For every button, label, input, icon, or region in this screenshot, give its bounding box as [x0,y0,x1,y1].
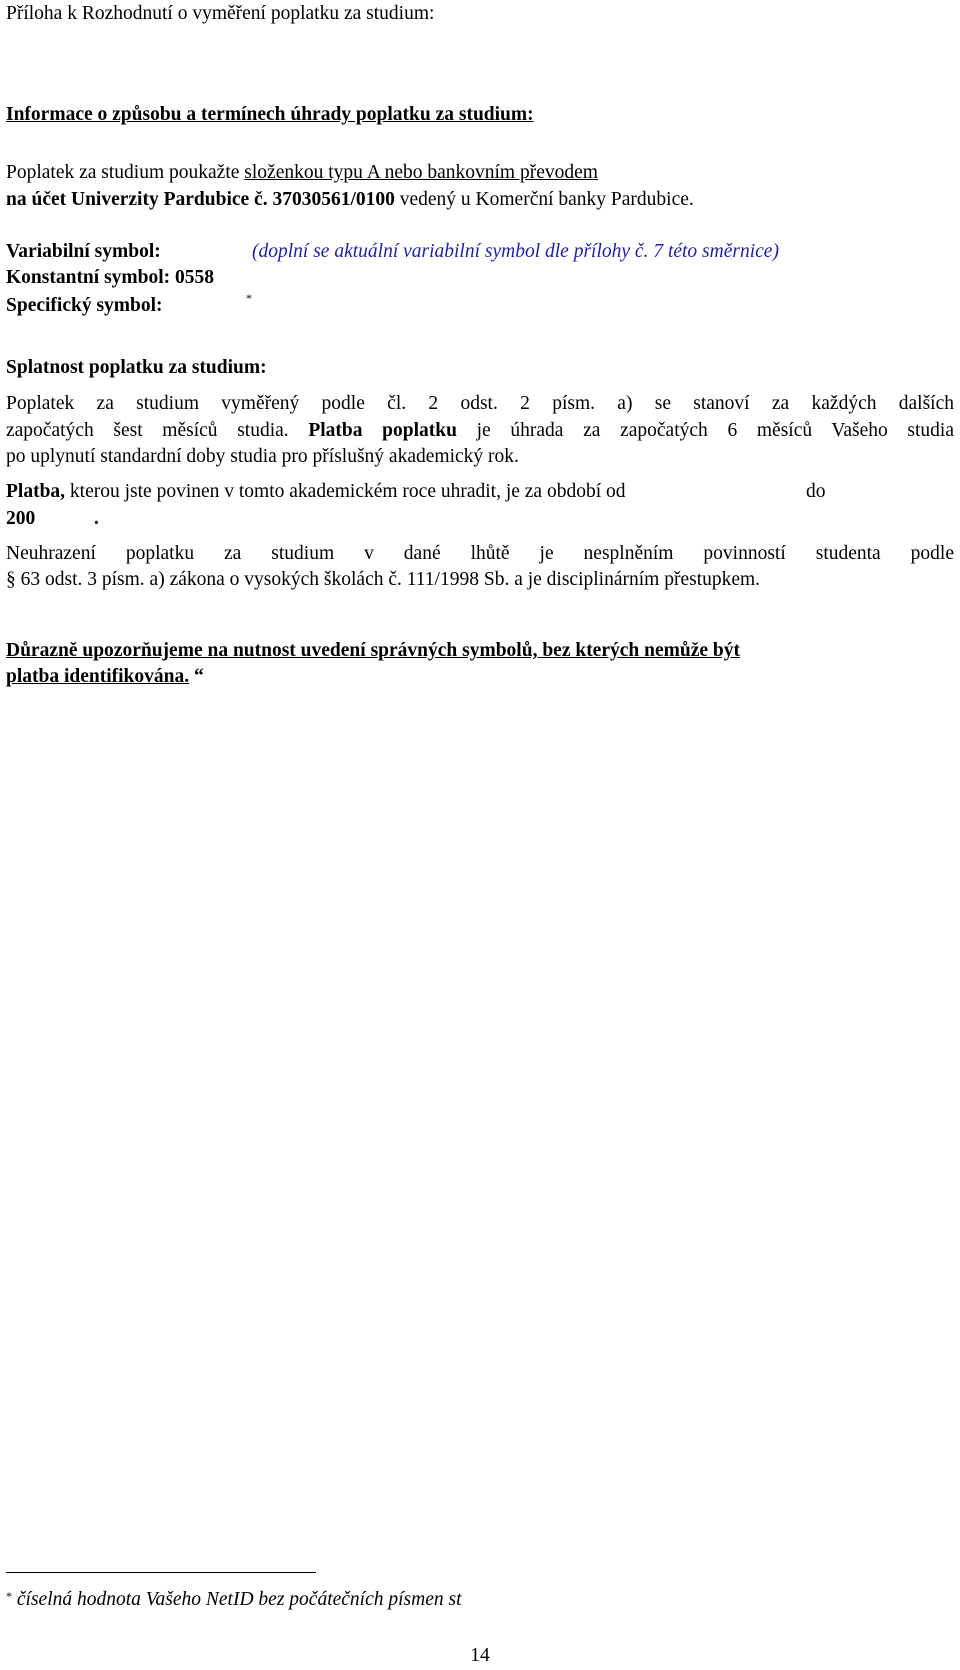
payment-method-link: složenkou typu A nebo bankovním převodem [244,162,598,183]
specific-symbol-mark: * [246,291,252,305]
due-heading: Splatnost poplatku za studium: [6,357,267,378]
warning-line1: Důrazně upozorňujeme na nutnost uvedení správných symbolů, bez kterých nemůže být [6,640,740,661]
due-line2-end: je úhrada za započatých 6 měsíců Vašeho studia [456,420,954,441]
bank-name: vedený u Komerční banky Pardubice. [394,189,694,210]
warning-quote: “ [189,666,204,687]
payment-instructions-line1 [6,159,598,187]
nonpayment-line1: Neuhrazení poplatku za studium v dané lhůtě je nesplněním povinností studenta podle [6,543,954,564]
variable-symbol-label: Variabilní symbol: [6,241,161,262]
payment-instructions-line2 [6,186,694,214]
footnote-text: číselná hodnota Vašeho NetID bez počátečních písmen st [12,1589,462,1610]
payment-period-do: do [806,481,826,502]
due-paragraph-line3: po uplynutí standardní doby studia pro příslušný akademický rok. [6,446,519,467]
footnote-mark: * [6,1589,12,1603]
payment-method-prefix: Poplatek za studium poukažte [6,162,245,183]
due-line2-start: započatých šest měsíců studia. [6,420,309,441]
payment-period-text: kterou jste povinen v tomto akademickém roce uhradit, je za období od [65,481,626,502]
payment-term: Platba poplatku [308,420,457,441]
warning-line2-text: platba identifikována. [6,666,190,687]
footnote-divider [6,1572,316,1573]
specific-symbol-label: Specifický symbol: [6,295,163,316]
payment-period-bold: Platba, [6,481,66,502]
constant-symbol: Konstantní symbol: 0558 [6,267,215,288]
page-title: Příloha k Rozhodnutí o vyměření poplatku za studium: [6,3,435,24]
page-number: 14 [470,1645,490,1666]
warning-line2 [6,663,204,691]
payment-period-year: 200 [6,508,36,529]
payment-period-line [6,478,626,506]
account-number: na účet Univerzity Pardubice č. 37030561/0100 [6,189,395,210]
footnote [6,1586,462,1614]
payment-period-dot: . [94,508,99,529]
due-paragraph-line2 [6,417,954,445]
payment-info-heading: Informace o způsobu a termínech úhrady poplatku za studium: [6,104,534,125]
variable-symbol-note: (doplní se aktuální variabilní symbol dle přílohy č. 7 této směrnice) [252,241,779,262]
nonpayment-line2: § 63 odst. 3 písm. a) zákona o vysokých školách č. 111/1998 Sb. a je disciplinárním přestupkem. [6,569,761,590]
due-paragraph-line1: Poplatek za studium vyměřený podle čl. 2 odst. 2 písm. a) se stanoví za každých dalších [6,393,954,414]
